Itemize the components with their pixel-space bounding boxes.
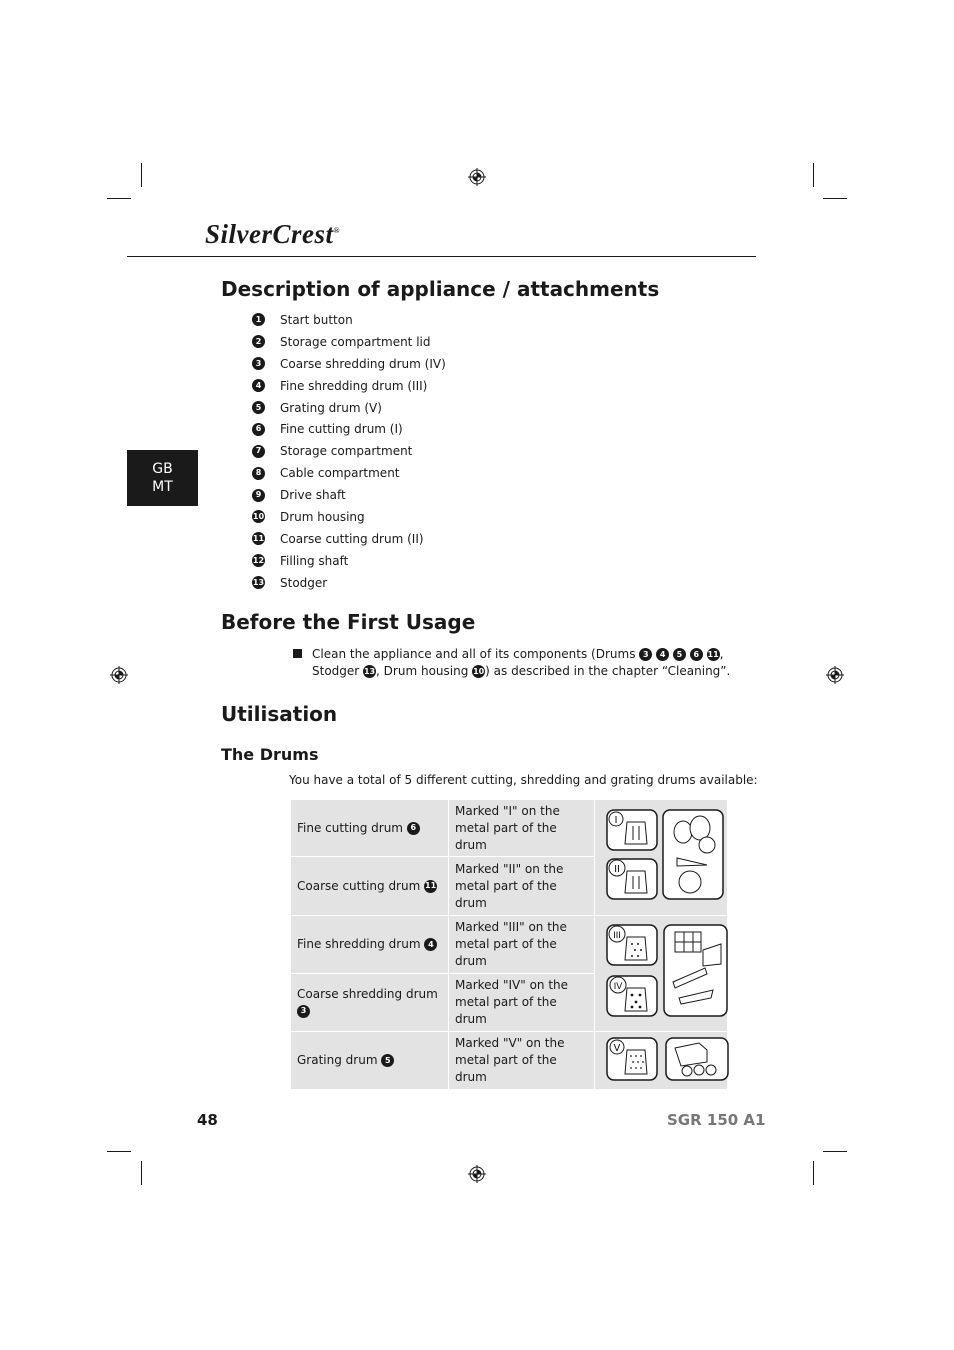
part-label: Filling shaft: [280, 553, 349, 568]
drum-name: Grating drum: [297, 1053, 378, 1067]
section-title-description: Description of appliance / attachments: [221, 277, 660, 301]
language-code-gb: GB: [152, 461, 173, 477]
part-label: Cable compartment: [280, 466, 400, 481]
instruction-text: , Drum housing: [376, 664, 469, 678]
list-item: [252, 375, 446, 397]
list-item: [252, 572, 446, 594]
crop-mark: [107, 1151, 131, 1152]
instruction-line-1: Clean the appliance and all of its components (Drums 3 4 5 6 11,: [312, 647, 724, 661]
ref-number: 4: [424, 938, 437, 951]
table-row: [291, 1032, 728, 1090]
list-item: [252, 506, 446, 528]
part-number: 8: [252, 467, 265, 480]
part-label: Stodger: [280, 575, 328, 590]
brand-name: SilverCrest: [205, 219, 334, 249]
registration-mark-icon: [468, 168, 486, 186]
header-rule: [127, 256, 756, 257]
brand-trademark: ®: [333, 226, 340, 235]
part-label: Storage compartment: [280, 444, 413, 459]
illustration-cell: [595, 800, 728, 916]
instruction-text: Clean the appliance and all of its components (Drums: [312, 647, 636, 661]
drum-marking-cell: Marked "V" on the metal part of the drum: [449, 1032, 595, 1090]
parts-list: [252, 309, 446, 594]
page-number: 48: [197, 1111, 218, 1129]
part-number: 7: [252, 445, 265, 458]
ref-number: 5: [381, 1054, 394, 1067]
drum-name: Fine cutting drum: [297, 820, 403, 835]
grating-drum-illustration: [595, 1032, 730, 1084]
drum-name-cell: [291, 974, 449, 1032]
ref-number: 3: [297, 1005, 310, 1018]
part-number: 12: [252, 554, 265, 567]
drum-name: Fine shredding drum: [297, 937, 421, 951]
list-item: [252, 528, 446, 550]
crop-mark: [107, 198, 131, 199]
table-row: [291, 916, 728, 974]
drum-name-cell: [291, 1032, 449, 1090]
drum-name: Coarse cutting drum: [297, 878, 421, 893]
section-title-first-usage: Before the First Usage: [221, 610, 476, 634]
crop-mark: [823, 1151, 847, 1152]
part-number: 10: [252, 510, 265, 523]
ref-number: 11: [707, 648, 720, 661]
part-number: 6: [252, 423, 265, 436]
drum-marking-cell: Marked "III" on the metal part of the drum: [449, 916, 595, 974]
shredding-drums-illustration: [595, 916, 730, 1026]
part-label: Fine shredding drum (III): [280, 378, 428, 393]
language-tab: [127, 450, 198, 506]
ref-number: 13: [363, 665, 376, 678]
illustration-cell: [595, 916, 728, 1032]
drums-table: [290, 799, 728, 1090]
registration-mark-icon: [826, 666, 844, 684]
ref-number: 3: [639, 648, 652, 661]
part-label: Drive shaft: [280, 488, 346, 503]
list-item: [252, 331, 446, 353]
registration-mark-icon: [468, 1165, 486, 1183]
crop-mark: [823, 198, 847, 199]
instruction-text: Stodger: [312, 664, 360, 678]
ref-number: 5: [673, 648, 686, 661]
list-item: [252, 418, 446, 440]
cutting-drums-illustration: [595, 800, 730, 910]
part-label: Drum housing: [280, 509, 365, 524]
drum-name-cell: [291, 857, 449, 916]
roman-label: V: [613, 1043, 621, 1054]
part-label: Coarse cutting drum (II): [280, 531, 424, 546]
part-number: 4: [252, 379, 265, 392]
list-item: [252, 462, 446, 484]
part-number: 2: [252, 335, 265, 348]
drums-intro: You have a total of 5 different cutting, shredding and grating drums available:: [289, 773, 758, 787]
crop-mark: [141, 163, 142, 187]
illustration-cell: [595, 1032, 728, 1090]
list-item: [252, 397, 446, 419]
drum-name-cell: [291, 800, 449, 857]
subsection-title-drums: The Drums: [221, 745, 319, 764]
part-number: 9: [252, 489, 265, 502]
ref-number: 4: [656, 648, 669, 661]
list-item: [252, 309, 446, 331]
list-item: [252, 440, 446, 462]
part-label: Coarse shredding drum (IV): [280, 356, 446, 371]
list-item: [252, 353, 446, 375]
part-label: Storage compartment lid: [280, 334, 431, 349]
roman-label: I: [614, 815, 618, 826]
roman-label: IV: [613, 981, 623, 991]
part-label: Start button: [280, 312, 353, 327]
drum-marking-cell: Marked "I" on the metal part of the drum: [449, 800, 595, 857]
drum-marking-cell: Marked "IV" on the metal part of the drum: [449, 974, 595, 1032]
registration-mark-icon: [110, 666, 128, 684]
crop-mark: [813, 163, 814, 187]
language-code-mt: MT: [152, 479, 173, 495]
list-item: [252, 484, 446, 506]
table-row: [291, 800, 728, 857]
brand-logo: [205, 219, 340, 250]
crop-mark: [813, 1161, 814, 1185]
bullet-square-icon: [293, 649, 302, 658]
section-title-utilisation: Utilisation: [221, 702, 338, 726]
ref-number: 6: [690, 648, 703, 661]
part-number: 11: [252, 532, 265, 545]
roman-label: III: [613, 930, 621, 940]
instruction-line-2: [312, 663, 730, 680]
part-label: Grating drum (V): [280, 400, 382, 415]
crop-mark: [141, 1161, 142, 1185]
list-item: [252, 550, 446, 572]
drum-marking-cell: Marked "II" on the metal part of the drum: [449, 857, 595, 916]
drum-name-cell: [291, 916, 449, 974]
part-number: 3: [252, 357, 265, 370]
part-number: 5: [252, 401, 265, 414]
ref-number: 10: [472, 665, 485, 678]
ref-number: 11: [424, 880, 437, 893]
part-label: Fine cutting drum (I): [280, 422, 403, 437]
model-number: SGR 150 A1: [667, 1111, 766, 1129]
drum-name: Coarse shredding drum: [297, 986, 438, 1001]
instruction-text: ) as described in the chapter “Cleaning”.: [485, 664, 731, 678]
part-number: 13: [252, 576, 265, 589]
ref-number: 6: [407, 822, 420, 835]
part-number: 1: [252, 313, 265, 326]
roman-label: II: [614, 864, 620, 875]
